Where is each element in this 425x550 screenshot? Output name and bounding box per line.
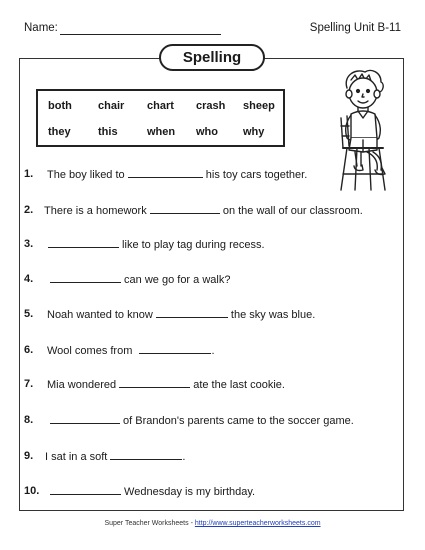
answer-blank[interactable] (119, 378, 190, 388)
word-bank-word: this (98, 126, 118, 138)
question-text-before: There is a homework (44, 205, 150, 217)
word-bank-word: who (196, 126, 218, 138)
footer-link[interactable]: http://www.superteacherworksheets.com (194, 520, 321, 527)
footer-brand: Super Teacher Worksheets (104, 520, 189, 527)
question-text-after: his toy cars together. (202, 169, 308, 181)
word-bank-word: they (48, 126, 71, 138)
answer-blank[interactable] (156, 308, 228, 318)
question-number: 8. (24, 414, 34, 426)
answer-blank[interactable] (50, 273, 121, 283)
question-number: 7. (24, 378, 34, 390)
question-text-after: on the wall of our classroom. (219, 205, 363, 217)
word-bank-word: sheep (243, 100, 275, 112)
question-text-after: Wednesday is my birthday. (121, 486, 256, 498)
question-number: 1. (24, 168, 34, 180)
answer-blank[interactable] (150, 204, 220, 214)
question-number: 3. (24, 238, 34, 250)
question-text-after: of Brandon's parents came to the soccer game. (120, 415, 354, 427)
name-label: Name: (24, 22, 58, 34)
question-text-before: Noah wanted to know (47, 309, 156, 321)
question-number: 5. (24, 308, 34, 320)
word-bank-word: crash (196, 100, 226, 112)
footer-separator: - (188, 520, 195, 527)
question-number: 2. (24, 204, 34, 216)
page-title: Spelling (159, 44, 265, 71)
name-field-line[interactable] (60, 34, 221, 35)
answer-blank[interactable] (128, 168, 203, 178)
word-bank (36, 89, 285, 147)
question-number: 9. (24, 450, 34, 462)
question-text-after: like to play tag during recess. (119, 239, 265, 251)
question-text-after: the sky was blue. (227, 309, 316, 321)
question-text-before: Wool comes from (47, 345, 136, 357)
word-bank-word: chart (147, 100, 174, 112)
question-number: 4. (24, 273, 34, 285)
question-text-after: can we go for a walk? (121, 274, 231, 286)
word-bank-word: when (147, 126, 176, 138)
question-text-before: Mia wondered (47, 379, 120, 391)
word-bank-word: chair (98, 100, 125, 112)
answer-blank[interactable] (50, 414, 120, 424)
question-text-after: . (211, 345, 215, 357)
answer-blank[interactable] (139, 344, 211, 354)
answer-blank[interactable] (110, 450, 182, 460)
unit-label: Spelling Unit B-11 (309, 22, 401, 34)
question-text-after: . (182, 451, 186, 463)
footer (0, 520, 425, 527)
question-text-before: The boy liked to (47, 169, 128, 181)
word-bank-word: both (48, 100, 72, 112)
question-number: 10. (24, 485, 40, 497)
boy-on-stool-illustration (325, 66, 403, 191)
question-number: 6. (24, 344, 34, 356)
question-text-after: ate the last cookie. (190, 379, 285, 391)
answer-blank[interactable] (48, 238, 119, 248)
answer-blank[interactable] (50, 485, 121, 495)
question-text-before: I sat in a soft (45, 451, 111, 463)
word-bank-word: why (243, 126, 265, 138)
